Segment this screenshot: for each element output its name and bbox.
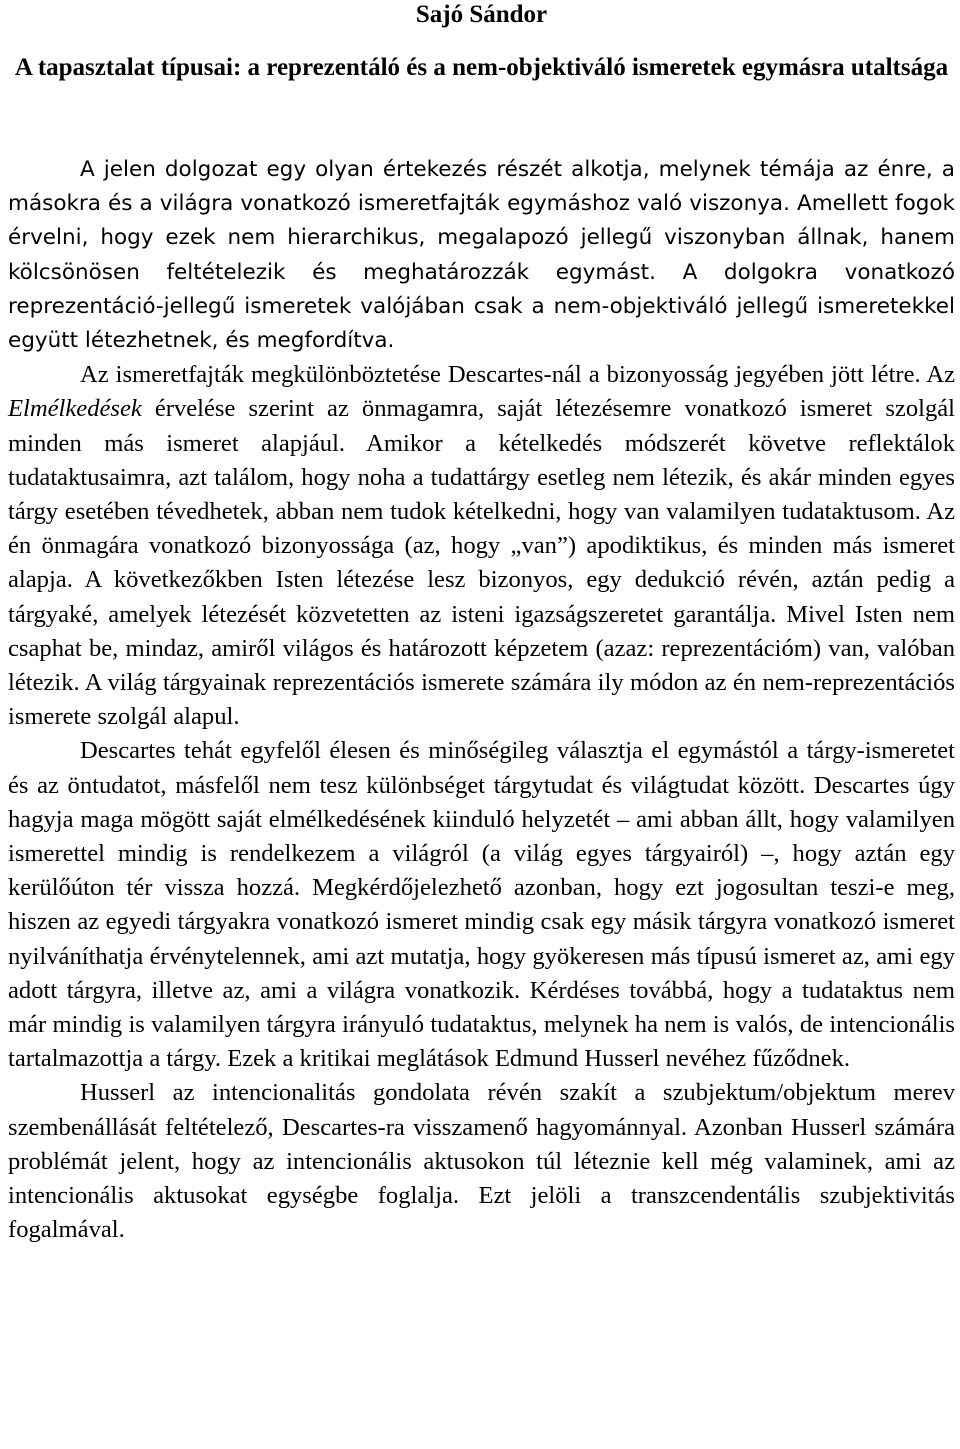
author-name: Sajó Sándor [415,1,548,28]
paragraph-3-text: Descartes tehát egyfelől élesen és minőségileg választja el egymástól a tárgy-ismeretet és az öntudatot, másfelől nem tesz különbséget tárgytudat és világtudat között. Descartes úgy hagyja maga mögött saját elmélkedésének kiinduló helyzetét – ami abban állt, hogy valamilyen ismerettel mindig is rendelkezem a világról (a világ egyes tárgyairól) –, hogy aztán egy kerülőúton tér vissza hozzá. Megkérdőjelezhető azonban, hogy ezt jogosultan teszi-e meg, hiszen az egyedi tárgyakra vonatkozó ismeret mindig csak egy másik tárgyra vonatkozó ismeret nyilváníthatja érvénytelennek, ami azt mutatja, hogy gyökeresen más típusú ismeret az, ami egy adott tárgyra, illetve az, ami a világra vonatkozik. Kérdéses továbbá, hogy a tudataktus nem már mindig is valamilyen tárgyra irányuló tudataktus, melynek ha nem is valós, de intencionális tartalmazottja a tárgy. Ezek a kritikai meglátások Edmund Husserl nevéhez fűződnek. [8,737,955,1073]
paragraph-2 [8,358,955,734]
paragraph-2-text-a: Az ismeretfajták megkülönböztetése Descartes-nál a bizonyosság jegyében jött létre. Az [80,361,955,389]
paragraph-4 [8,1076,955,1247]
body-text [8,153,955,1248]
paper-title: A tapasztalat típusai: a reprezentáló és a nem-objektiváló ismeretek egymásra utaltsága [14,54,949,81]
paragraph-1 [8,153,955,358]
paragraph-1-text: A jelen dolgozat egy olyan értekezés részét alkotja, melynek témája az énre, a másokra és a világra vonatkozó ismeretfajták egymáshoz való viszonya. Amellett fogok érvelni, hogy ezek nem hierarchikus, megalapozó jellegű viszonyban állnak, hanem kölcsönösen feltételezik és meghatározzák egymást. A dolgokra vonatkozó reprezentáció-jellegű ismeretek valójában csak a nem-objektiváló jellegű ismeretekkel együtt létezhetnek, és megfordítva. [8,157,955,354]
paragraph-4-text: Husserl az intencionalitás gondolata révén szakít a szubjektum/objektum merev szembenállását feltételező, Descartes-ra visszamenő hagyománnyal. Azonban Husserl számára problémát jelent, hogy az intencionális aktusokon túl léteznie kell még valaminek, ami az intencionális aktusokat egységbe foglalja. Ezt jelöli a transzcendentális szubjektivitás fogalmával. [8,1079,955,1244]
paragraph-3 [8,734,955,1076]
document-page [8,0,955,1248]
paragraph-2-italic-title: Elmélkedések [8,395,142,423]
paragraph-2-text-b: érvelése szerint az önmagamra, saját létezésemre vonatkozó ismeret szolgál minden más ismeret alapjául. Amikor a kételkedés módszerét követve reflektálok tudataktusaimra, azt találom, hogy noha a tudattárgy esetleg nem létezik, és akár minden egyes tárgy esetében tévedhetek, abban nem tudok kételkedni, hogy van valamilyen tudataktusom. Az én önmagára vonatkozó bizonyossága (az, hogy „van”) apodiktikus, és minden más ismeret alapja. A következőkben Isten létezése lesz bizonyos, egy dedukció révén, aztán pedig a tárgyaké, amelyek létezését közvetetten az isteni igazságszeretet garantálja. Mivel Isten nem csaphat be, mindaz, amiről világos és határozott képzetem (azaz: reprezentációm) van, valóban létezik. A világ tárgyainak reprezentációs ismerete számára ily módon az én nem-reprezentációs ismerete szolgál alapul. [8,395,955,731]
